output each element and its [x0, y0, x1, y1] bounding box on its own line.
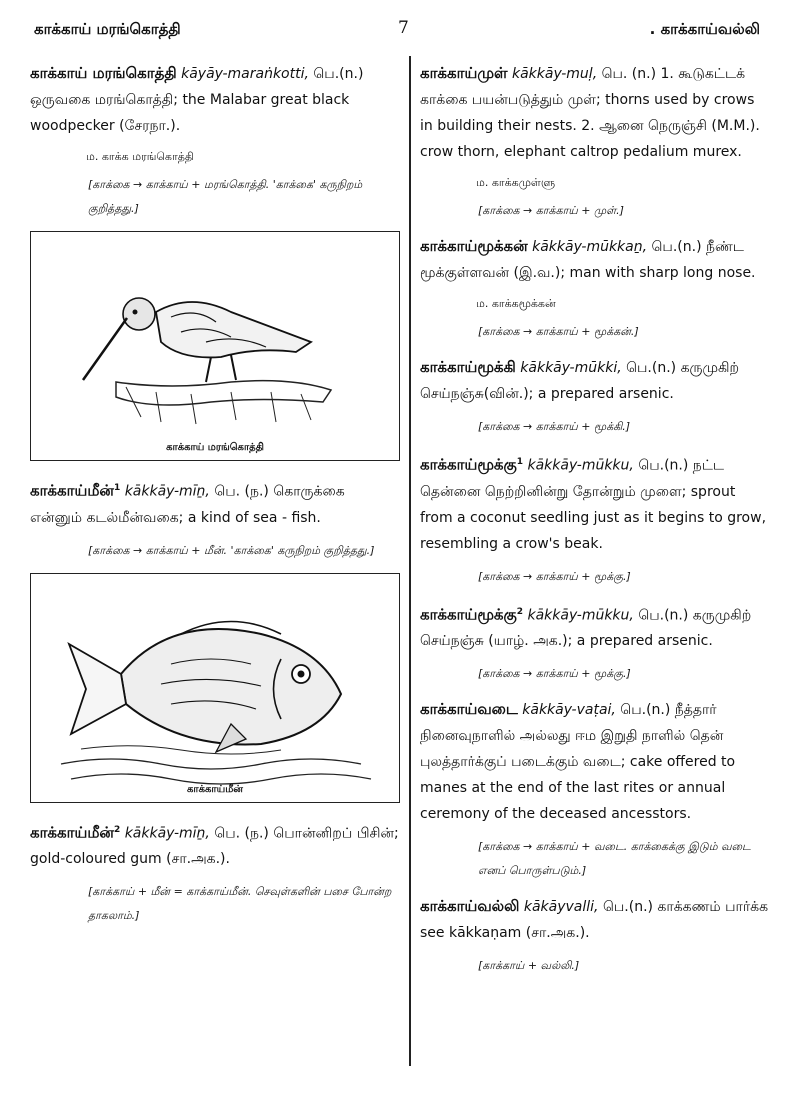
transliteration: kāyāy-maraṅkotti,	[181, 66, 309, 82]
etymology: [காக்கை → காக்காய் + மூக்கு.]	[478, 569, 631, 583]
definition-text: பெ. (ந.) கொருக்கை என்னும் கடல்மீன்வகை; a kind of sea - fish.	[30, 483, 345, 526]
headword: காக்காய்மூக்கு	[420, 455, 517, 474]
dictionary-entry	[420, 449, 770, 589]
page-number: 7	[398, 18, 409, 38]
fish-illustration	[30, 573, 400, 803]
definition-text: பெ.(n.) ஒருவகை மரங்கொத்தி; the Malabar great black woodpecker (சேரநா.).	[30, 66, 364, 134]
entry-definition	[30, 475, 400, 531]
dictionary-entry	[420, 233, 770, 344]
entry-definition	[30, 817, 400, 873]
woodpecker-illustration	[30, 231, 400, 461]
definition-text: பெ. (n.) 1. கூடுகட்டக் காக்கை பயன்படுத்தும் முள்; thorns used by crows in building their nests. 2. ஆனை நெருஞ்சி (M.M.). crow thorn, elephant caltrop pedalium murex.	[420, 66, 760, 160]
dictionary-entry	[30, 817, 400, 929]
left-column	[30, 60, 400, 938]
malayalam-cognate: ம. காக்க மரங்கொத்தி	[86, 150, 194, 163]
superscript: 2	[113, 824, 121, 835]
definition-text: பெ.(n.) காக்கணம் பார்க்க see kākkaṇam (சா.அக.).	[420, 899, 769, 942]
superscript: 2	[516, 606, 524, 617]
definition-text: பெ.(n.) நீண்ட மூக்குள்ளவன் (இ.வ.); man with sharp long nose.	[420, 239, 756, 281]
transliteration: kākkāy-muḷ,	[511, 66, 598, 82]
headword: காக்காய்வடை	[420, 700, 518, 719]
definition-text: பெ. (ந.) பொன்னிறப் பிசின்; gold-coloured gum (சா.அக.).	[30, 825, 399, 868]
transliteration: kākkāy-mūkkaṉ,	[532, 239, 648, 255]
entry-definition	[420, 233, 770, 286]
transliteration: kākkāy-mīṉ,	[124, 483, 210, 500]
definition-text: பெ.(n.) கருமுகிற் செய்நஞ்சு (யாழ். அக.); a prepared arsenic.	[420, 607, 752, 650]
entry-definition	[420, 354, 770, 407]
entry-definition	[420, 60, 770, 165]
transliteration: kākkāy-vaṭai,	[522, 702, 616, 719]
fish-drawing	[31, 574, 399, 802]
column-divider	[409, 56, 411, 1066]
entry-definition	[420, 449, 770, 557]
entry-definition	[30, 60, 400, 139]
transliteration: kākkāy-mīṉ,	[124, 825, 210, 842]
etymology: [காக்கை → காக்காய் + மூக்கன்.]	[478, 325, 639, 338]
superscript: 1	[113, 483, 121, 493]
etymology: [காக்காய் + வல்லி.]	[478, 959, 580, 973]
dictionary-entry	[420, 354, 770, 439]
definition-text: பெ.(n.) கருமுகிற் செய்நஞ்சு(வின்.); a prepared arsenic.	[420, 360, 740, 402]
headword: காக்காய்மூக்கு	[420, 605, 517, 624]
dictionary-entry	[420, 60, 770, 223]
entry-definition	[420, 599, 770, 655]
superscript: 1	[516, 457, 524, 467]
definition-text: பெ.(n.) நட்ட தென்னை நெற்றினின்று தோன்றும் முளை; sprout from a coconut seedling just as it begins to grow, resembling a crow's beak.	[420, 457, 767, 552]
entry-definition	[420, 696, 770, 827]
headword: காக்காய் மரங்கொத்தி	[30, 64, 177, 82]
header-right-guideword: . காக்காய்வல்லி	[649, 20, 760, 38]
headword: காக்காய்மீன்	[30, 481, 114, 500]
headword: காக்காய்வல்லி	[420, 897, 520, 916]
figure-caption: காக்காய்மீன்	[187, 783, 243, 795]
malayalam-cognate: ம. காக்கமூக்கன்	[476, 297, 556, 310]
headword: காக்காய்மூக்கி	[420, 358, 516, 376]
etymology: [காக்கை → காக்காய் + மீன். 'காக்கை' கருநிறம் குறித்தது.]	[88, 543, 375, 557]
etymology: [காக்கை → காக்காய் + மூக்கு.]	[478, 667, 631, 681]
transliteration: kākkāy-mūkki,	[520, 360, 622, 376]
etymology: [காக்கை → காக்காய் + மூக்கி.]	[478, 420, 631, 433]
headword: காக்காய்மீன்	[30, 823, 114, 842]
dictionary-entry	[420, 696, 770, 883]
etymology: [காக்கை → காக்காய் + வடை. காக்கைக்கு இடும் வடை எனப் பொருள்படும்.]	[478, 840, 751, 878]
headword: காக்காய்மூக்கன்	[420, 237, 528, 255]
figure-caption: காக்காய் மரங்கொத்தி	[166, 442, 264, 453]
etymology: [காக்காய் + மீன் = காக்காய்மீன். செவுள்களின் பசை போன்ற தாகலாம்.]	[88, 885, 392, 923]
transliteration: kākkāy-mūkku,	[527, 607, 634, 624]
malayalam-cognate: ம. காக்கமுள்ளு	[476, 176, 556, 189]
definition-text: பெ.(n.) நீத்தார் நினைவுநாளில் அல்லது ஈம இறுதி நாளில் தென் புலத்தார்க்குப் படைக்கும் வடை; cake offered to manes at the end of the last rites or annual ceremony of the deceased ancesstors.	[420, 702, 736, 823]
dictionary-entry	[420, 893, 770, 978]
etymology: [காக்கை → காக்காய் + மரங்கொத்தி. 'காக்கை' கருநிறம் குறித்தது.]	[88, 178, 363, 215]
transliteration: kākkāy-mūkku,	[527, 457, 634, 474]
dictionary-entry	[30, 475, 400, 563]
entry-definition	[420, 893, 770, 946]
header-left-guideword: காக்காய் மரங்கொத்தி	[34, 20, 181, 38]
page-header	[0, 0, 800, 52]
headword: காக்காய்முள்	[420, 64, 508, 82]
woodpecker-drawing	[31, 232, 399, 460]
etymology: [காக்கை → காக்காய் + முள்.]	[478, 204, 624, 217]
dictionary-entry	[30, 60, 400, 221]
dictionary-entry	[420, 599, 770, 687]
transliteration: kākāyvalli,	[523, 899, 599, 916]
right-column	[420, 60, 770, 988]
